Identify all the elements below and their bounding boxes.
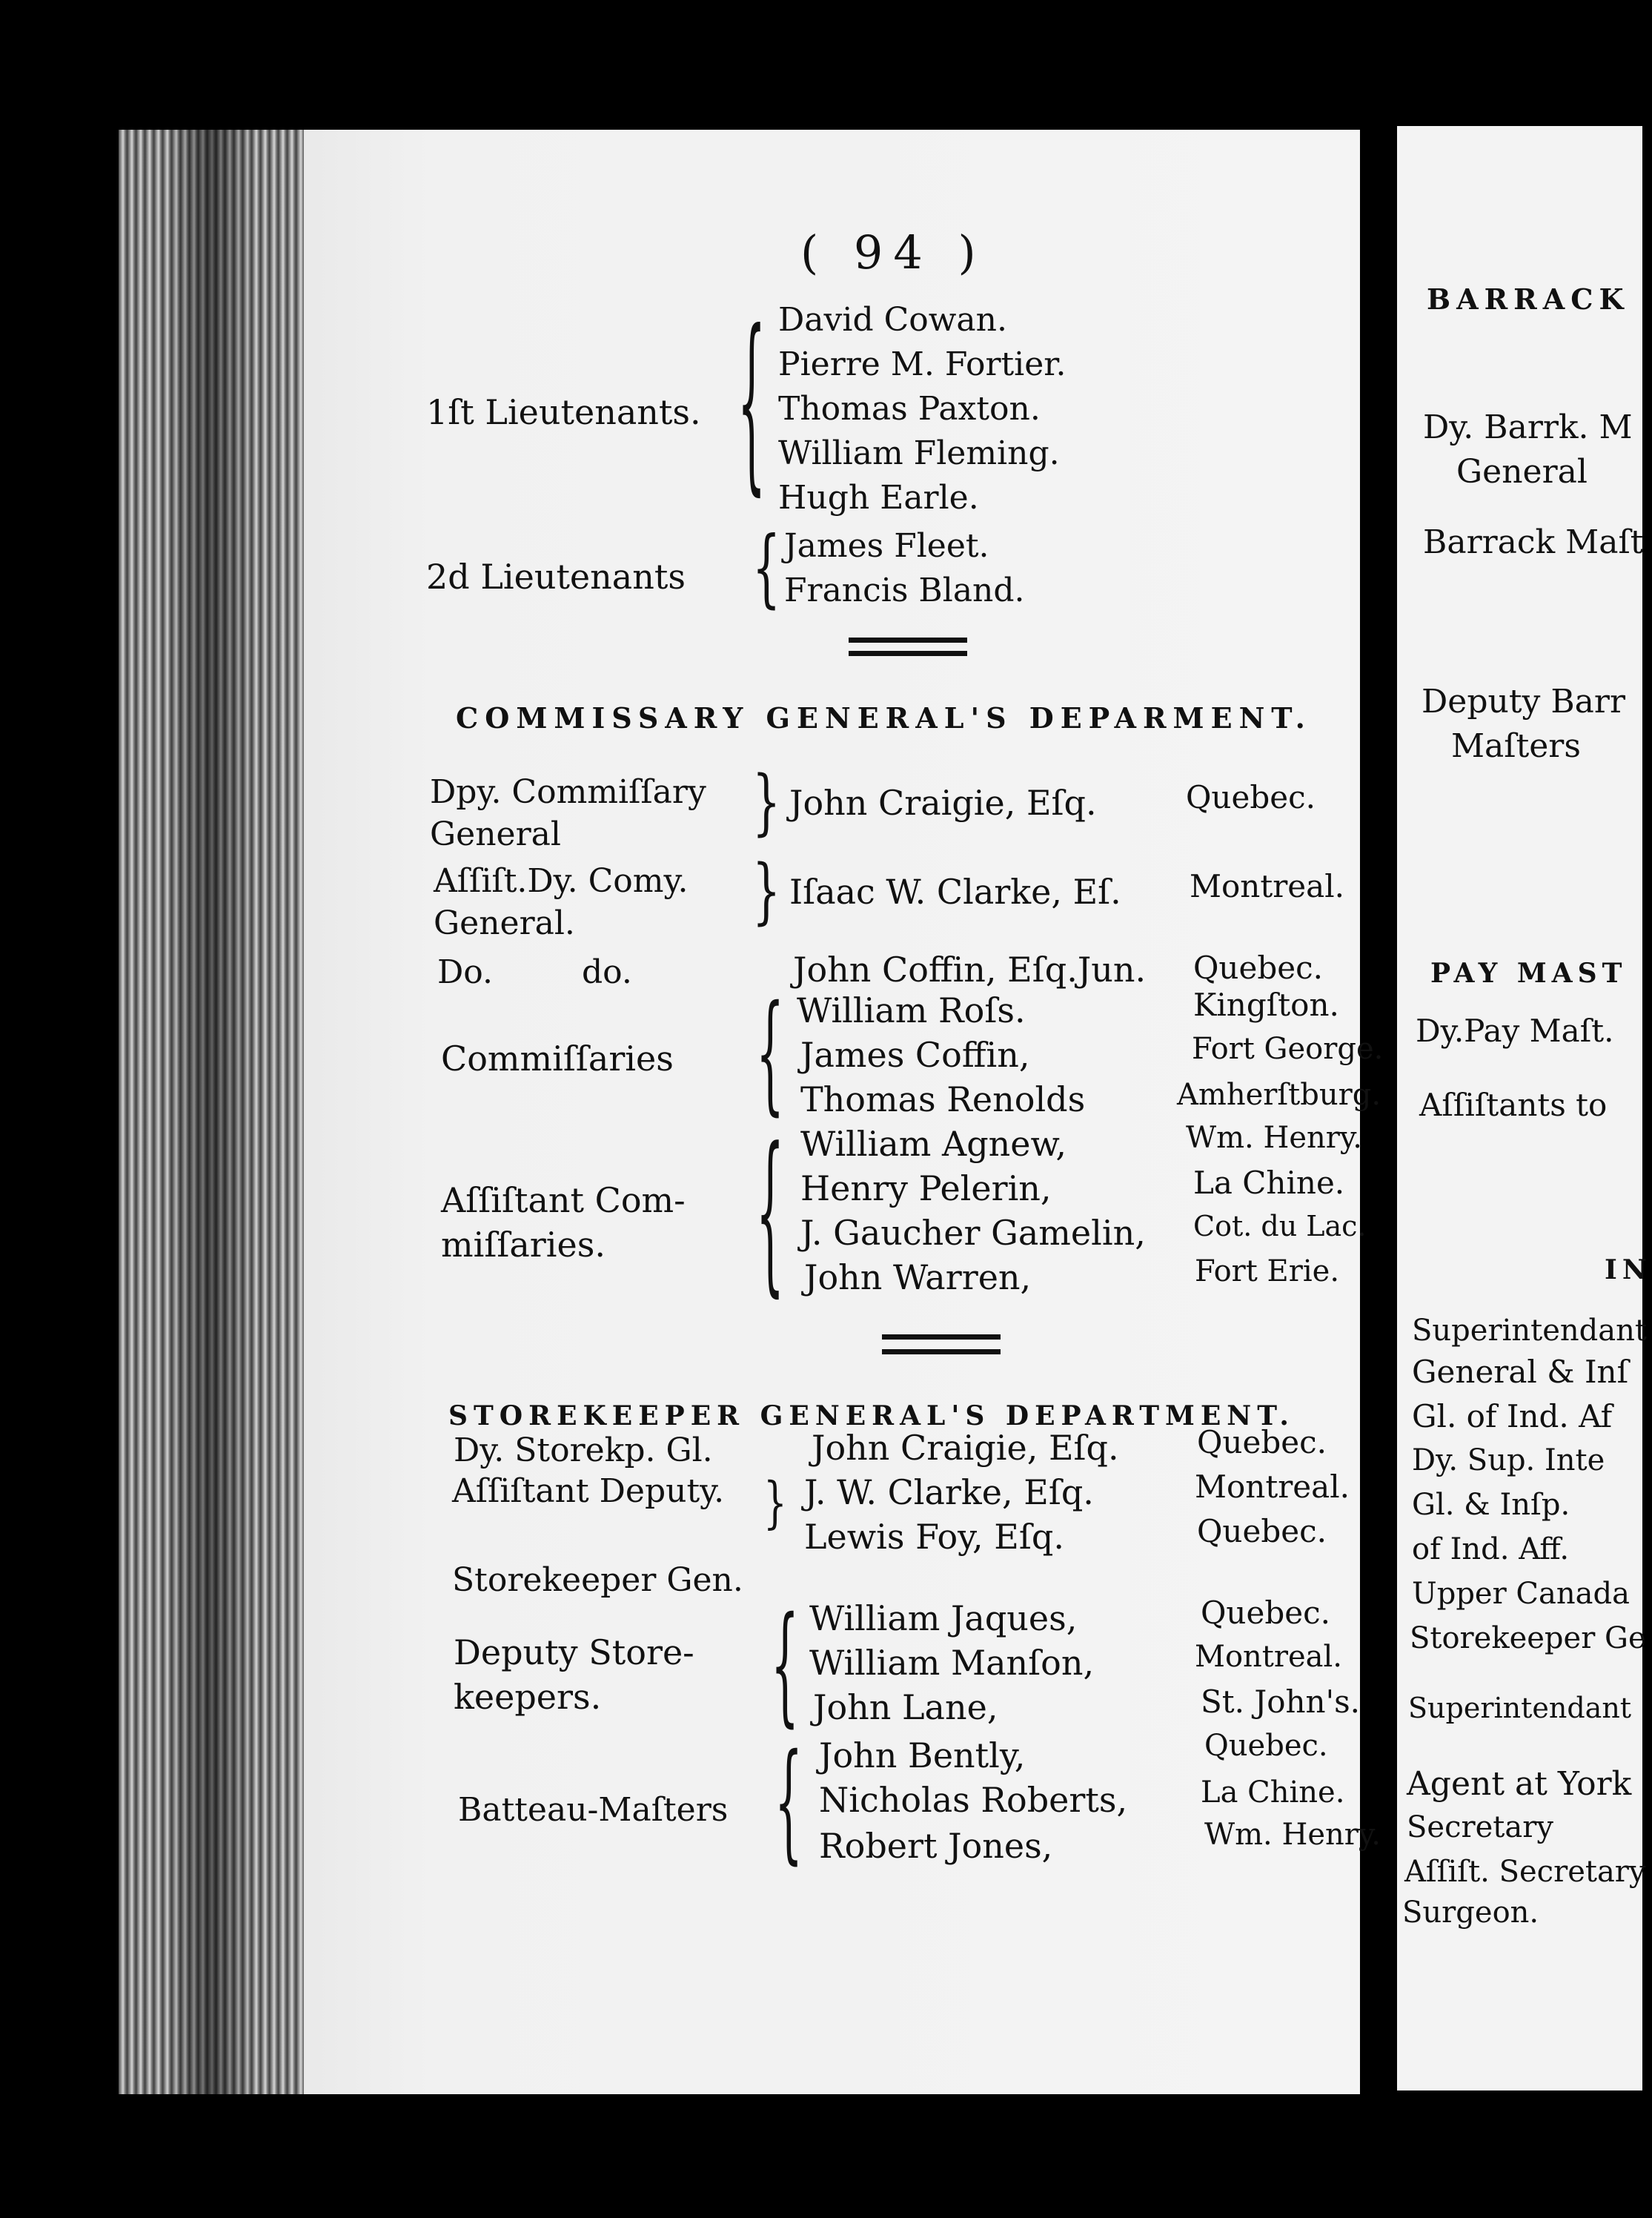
commissary-name: James Coffin, bbox=[800, 1035, 1030, 1075]
commissaries-brace: { bbox=[756, 979, 785, 1130]
batteau-masters-label: Batteau-Maſters bbox=[458, 1791, 729, 1829]
right-page-text: PAY MAST bbox=[1430, 958, 1628, 989]
deputy-storekeeper-name: John Lane, bbox=[813, 1687, 998, 1727]
commissary-brace: } bbox=[752, 850, 781, 933]
page-number: ( 94 ) bbox=[800, 225, 986, 279]
deputy-storekeeper-name: William Jaques, bbox=[809, 1598, 1078, 1638]
storekeeper-name: John Craigie, Eſq. bbox=[812, 1428, 1119, 1468]
right-page-text: Maſters bbox=[1451, 727, 1581, 765]
section-divider bbox=[882, 1349, 1001, 1354]
assistant-commissary-name: John Warren, bbox=[804, 1257, 1032, 1297]
assistant-commissary-name: Henry Pelerin, bbox=[800, 1168, 1052, 1208]
batteau-master-name: Robert Jones, bbox=[819, 1826, 1053, 1866]
batteau-master-name: Nicholas Roberts, bbox=[819, 1780, 1128, 1820]
right-page-text: Gl. & Inſp. bbox=[1412, 1488, 1570, 1522]
first-lieutenant-name: William Fleming. bbox=[778, 434, 1060, 472]
right-page-text: Dy. Sup. Inte bbox=[1412, 1443, 1605, 1477]
batteau-masters-brace: { bbox=[774, 1727, 803, 1878]
first-lieutenant-name: Thomas Paxton. bbox=[778, 390, 1041, 428]
right-page-text: General & Inſ bbox=[1412, 1354, 1629, 1390]
right-page-text: Storekeeper Ge bbox=[1410, 1621, 1646, 1655]
commissary-place: Quebec. bbox=[1186, 779, 1316, 815]
commissary-place: Fort George. bbox=[1192, 1032, 1384, 1066]
first-lieutenants-label: 1ſt Lieutenants. bbox=[426, 392, 701, 432]
batteau-master-name: John Bently, bbox=[819, 1735, 1026, 1775]
assistant-commissary-name: J. Gaucher Gamelin, bbox=[800, 1213, 1146, 1253]
right-page-text: Upper Canada bbox=[1412, 1577, 1630, 1611]
section-divider bbox=[882, 1334, 1001, 1340]
assistant-commissary-place: Fort Erie. bbox=[1195, 1254, 1340, 1288]
second-lieutenants-label: 2d Lieutenants bbox=[426, 557, 686, 597]
deputy-storekeepers-label: Deputy Store- keepers. bbox=[454, 1632, 694, 1717]
deputy-storekeepers-brace: { bbox=[771, 1590, 800, 1741]
commissary-name: Thomas Renolds bbox=[800, 1079, 1086, 1119]
commissary-place: Montreal. bbox=[1190, 868, 1344, 904]
deputy-storekeeper-place: St. John's. bbox=[1201, 1684, 1361, 1720]
deputy-storekeeper-place: Quebec. bbox=[1201, 1595, 1330, 1631]
storekeeper-name: Lewis Foy, Eſq. bbox=[804, 1517, 1064, 1557]
commissary-title: Aſſiſt.Dy. Comy. General. bbox=[434, 862, 689, 943]
storekeeper-place: Quebec. bbox=[1197, 1513, 1327, 1549]
assistant-commissaries-brace: { bbox=[756, 1112, 785, 1315]
right-page-text: General bbox=[1456, 453, 1588, 491]
commissary-place: Kingſton. bbox=[1193, 987, 1339, 1023]
right-page-text: Superintendant bbox=[1408, 1692, 1632, 1724]
right-page-text: Barrack Maſt bbox=[1423, 523, 1644, 561]
right-page-text: Secretary bbox=[1407, 1810, 1553, 1844]
second-lieutenant-name: James Fleet. bbox=[784, 527, 989, 565]
right-page-text: Aſſiſtants to bbox=[1419, 1087, 1608, 1123]
deputy-storekeeper-place: Montreal. bbox=[1195, 1640, 1343, 1674]
commissary-place: Amherſtburg. bbox=[1177, 1078, 1381, 1112]
deputy-storekeeper-name: William Manſon, bbox=[809, 1643, 1095, 1683]
assistant-commissary-name: William Agnew, bbox=[800, 1124, 1067, 1164]
first-lieutenants-brace: { bbox=[737, 291, 766, 515]
storekeeper-name: J. W. Clarke, Eſq. bbox=[804, 1472, 1094, 1512]
assistant-commissary-place: La Chine. bbox=[1193, 1165, 1345, 1201]
right-page-text: Dy. Barrk. M bbox=[1423, 408, 1633, 446]
right-page-text: of Ind. Aff. bbox=[1412, 1532, 1570, 1566]
assistant-commissaries-label: Aſſiſtant Com- miſſaries. bbox=[441, 1180, 686, 1265]
first-lieutenant-name: Pierre M. Fortier. bbox=[778, 345, 1066, 383]
commissary-name: John Coffin, Eſq.Jun. bbox=[793, 950, 1147, 990]
right-page-text: Aſſiſt. Secretary bbox=[1404, 1855, 1646, 1889]
commissary-name: Iſaac W. Clarke, Eſ. bbox=[789, 872, 1121, 912]
right-page-text: Gl. of Ind. Af bbox=[1412, 1398, 1613, 1434]
assistant-commissary-place: Cot. du Lac. bbox=[1193, 1210, 1367, 1242]
commissary-name: William Roſs. bbox=[797, 990, 1026, 1030]
storekeeper-place: Montreal. bbox=[1195, 1469, 1350, 1505]
storekeeper-title: Aſſiſtant Deputy. bbox=[452, 1472, 725, 1510]
storekeeper-place: Quebec. bbox=[1197, 1424, 1327, 1460]
right-page-text: Superintendant bbox=[1412, 1314, 1647, 1348]
storekeeper-brace: } bbox=[763, 1471, 787, 1535]
storekeeper-title: Dy. Storekp. Gl. bbox=[454, 1431, 713, 1469]
commissary-brace: } bbox=[752, 761, 781, 844]
storekeeper-title: Storekeeper Gen. bbox=[452, 1561, 743, 1599]
right-page-text: IN bbox=[1605, 1254, 1652, 1285]
commissary-title: Do. bbox=[437, 953, 493, 991]
commissary-place: Quebec. bbox=[1193, 950, 1323, 986]
right-page-text: BARRACK bbox=[1427, 282, 1630, 316]
first-lieutenant-name: Hugh Earle. bbox=[778, 479, 979, 517]
commissaries-label: Commiſſaries bbox=[441, 1039, 674, 1079]
section-divider bbox=[849, 638, 967, 643]
book-gutter bbox=[1360, 111, 1397, 2113]
commissary-section-heading: COMMISSARY GENERAL'S DEPARMENT. bbox=[456, 701, 1312, 735]
second-lieutenant-name: Francis Bland. bbox=[784, 572, 1025, 609]
batteau-master-place: La Chine. bbox=[1201, 1775, 1345, 1810]
commissary-title: Dpy. Commiſſary General bbox=[430, 773, 706, 854]
batteau-master-place: Quebec. bbox=[1204, 1729, 1328, 1763]
storekeeper-section-heading: STOREKEEPER GENERAL'S DEPARTMENT. bbox=[448, 1400, 1295, 1431]
second-lieutenants-brace: { bbox=[752, 519, 781, 618]
first-lieutenant-name: David Cowan. bbox=[778, 301, 1007, 339]
right-page-text: Deputy Barr bbox=[1422, 683, 1625, 721]
section-divider bbox=[849, 651, 967, 656]
commissary-name: John Craigie, Eſq. bbox=[789, 783, 1097, 823]
commissary-title-ditto: do. bbox=[582, 953, 632, 991]
batteau-master-place: Wm. Henry. bbox=[1204, 1818, 1381, 1852]
right-page-text: Surgeon. bbox=[1402, 1896, 1539, 1930]
page-edge-shadow bbox=[167, 130, 256, 2094]
assistant-commissary-place: Wm. Henry. bbox=[1186, 1121, 1362, 1155]
right-page-text: Dy.Pay Maſt. bbox=[1416, 1013, 1614, 1049]
right-page-text: Agent at York bbox=[1407, 1765, 1632, 1803]
